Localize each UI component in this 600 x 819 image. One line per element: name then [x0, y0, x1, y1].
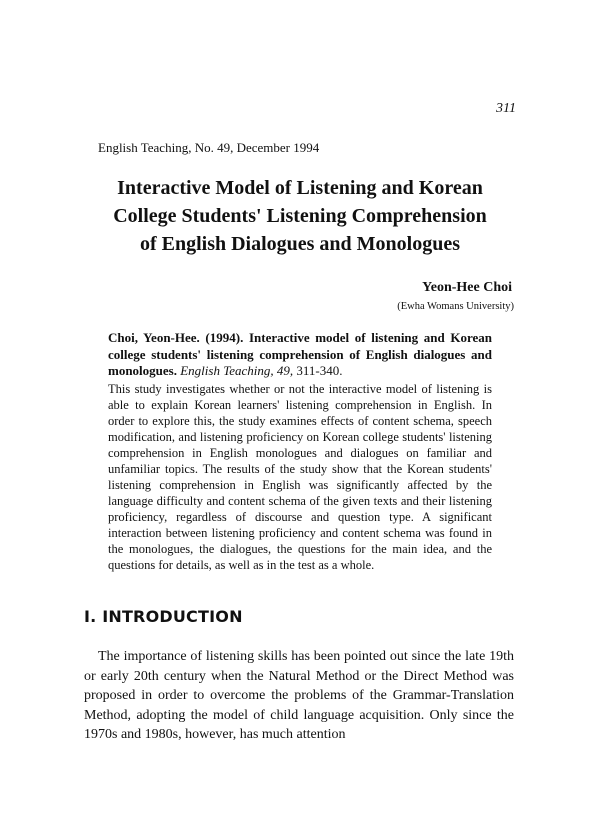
author-name: Yeon-Hee Choi	[422, 280, 512, 295]
title-line: Interactive Model of Listening and Korean	[117, 177, 483, 199]
paper-title	[60, 174, 540, 258]
intro-paragraph: The importance of listening skills has been pointed out since the late 19th or early 20th century when the Natural Method or the Direct Method was proposed in order to overcome the problems of the Grammar-Translation Method, adopting the model of child language acquisition. Only since the 1970s and 1980s, however, has much attention	[84, 649, 514, 742]
page-number: 311	[496, 101, 516, 116]
citation-pages: 311-340.	[296, 363, 343, 378]
journal-info: English Teaching, No. 49, December 1994	[98, 140, 320, 155]
title-line: College Students' Listening Comprehension	[113, 205, 487, 227]
title-line: of English Dialogues and Monologues	[139, 233, 461, 255]
section-heading-introduction: I. INTRODUCTION	[84, 607, 243, 626]
citation-block	[108, 330, 492, 380]
citation-author-year: Choi, Yeon-Hee. (1994).	[108, 330, 244, 345]
citation-volume: 49,	[276, 363, 294, 378]
citation-journal: English Teaching,	[180, 363, 274, 378]
citation-title: Interactive model of listening and Korean college students' listening comprehension of English dialogues and monologues.	[108, 330, 492, 378]
author-affiliation: (Ewha Womans University)	[397, 301, 514, 312]
abstract-text: This study investigates whether or not the interactive model of listening is able to explain Korean learners' listening comprehension in English. In order to explore this, the study examines effects of content schema, speech modification, and listening proficiency on Korean college students' listening comprehension in English monologues and dialogues on familiar and unfamiliar topics. The results of the study show that the Korean students' listening comprehension in English was significantly affected by the language difficulty and content schema of the given texts and their listening proficiency, regardless of discourse and question type. A significant interaction between listening proficiency and content schema was found in the monologues, the dialogues, the questions for the main idea, and the questions for details, as well as in the test as a whole.	[108, 382, 492, 572]
